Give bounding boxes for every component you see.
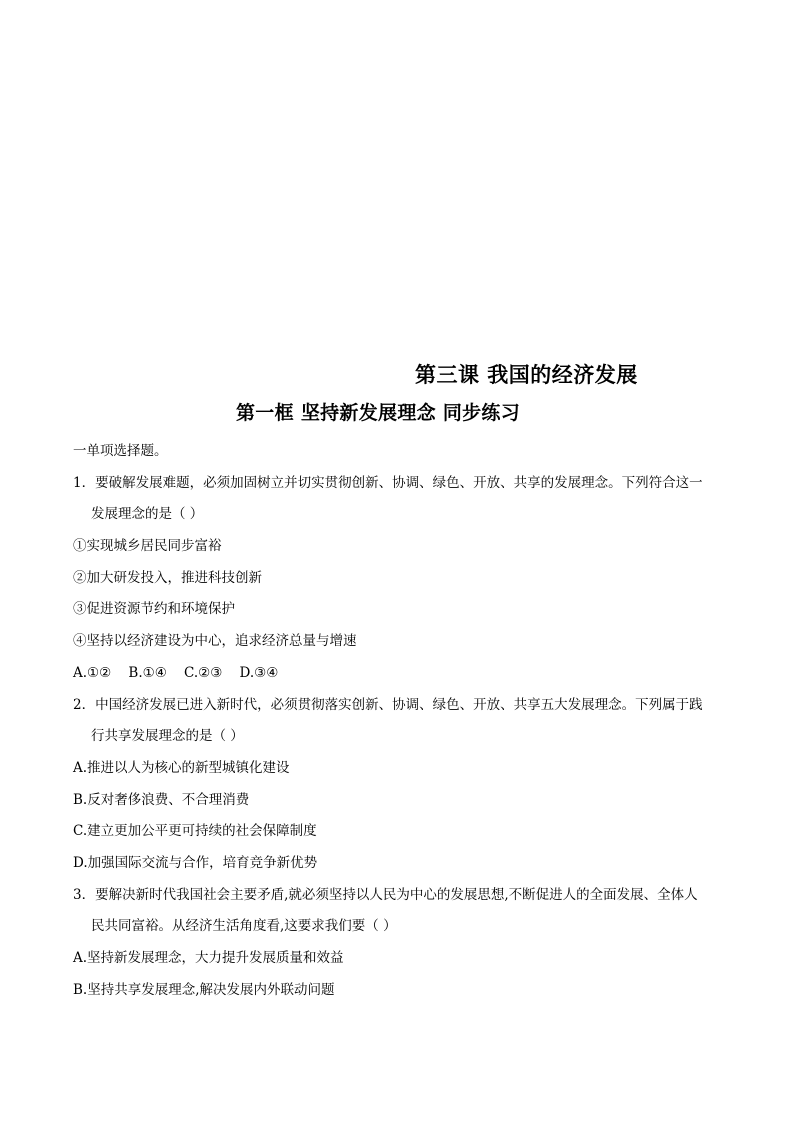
lesson-title: 第三课 我国的经济发展 bbox=[415, 362, 638, 387]
question-stem: 3．要解决新时代我国社会主要矛盾,就必须坚持以人民为中心的发展思想,不断促进人的全面发展、全体人 bbox=[73, 886, 698, 903]
option: ③促进资源节约和环境保护 bbox=[73, 601, 235, 618]
answer-choices: A.①② B.①④ C.②③ D.③④ bbox=[73, 664, 279, 681]
option: ④坚持以经济建设为中心，追求经济总量与增速 bbox=[73, 633, 357, 650]
option: C.建立更加公平更可持续的社会保障制度 bbox=[73, 823, 317, 840]
option: ①实现城乡居民同步富裕 bbox=[73, 538, 222, 555]
option: ②加大研发投入，推进科技创新 bbox=[73, 569, 262, 586]
option: D.加强国际交流与合作，培育竞争新优势 bbox=[73, 854, 318, 871]
question-1 bbox=[73, 468, 728, 690]
question-2 bbox=[73, 690, 728, 880]
question-stem: 1．要破解发展难题，必须加固树立并切实贯彻创新、协调、绿色、开放、共享的发展理念。下列符合这一 bbox=[73, 474, 703, 491]
question-stem-continued: 发展理念的是（ ） bbox=[91, 506, 204, 523]
question-3 bbox=[73, 880, 728, 1007]
option: B.坚持共享发展理念,解决发展内外联动问题 bbox=[73, 981, 335, 998]
option: B.反对奢侈浪费、不合理消费 bbox=[73, 791, 250, 808]
question-stem: 2．中国经济发展已进入新时代，必须贯彻落实创新、协调、绿色、开放、共享五大发展理念。下列属于践 bbox=[73, 696, 703, 713]
exercise-body bbox=[73, 436, 728, 1006]
option: A.坚持新发展理念，大力提升发展质量和效益 bbox=[73, 950, 344, 966]
question-stem-continued: 行共享发展理念的是（ ） bbox=[91, 728, 244, 745]
section-heading: 一单项选择题。 bbox=[73, 443, 168, 459]
question-stem-continued: 民共同富裕。从经济生活角度看,这要求我们要（ ） bbox=[91, 918, 397, 935]
option: A.推进以人为核心的新型城镇化建设 bbox=[73, 759, 290, 776]
section-subtitle: 第一框 坚持新发展理念 同步练习 bbox=[236, 402, 521, 424]
